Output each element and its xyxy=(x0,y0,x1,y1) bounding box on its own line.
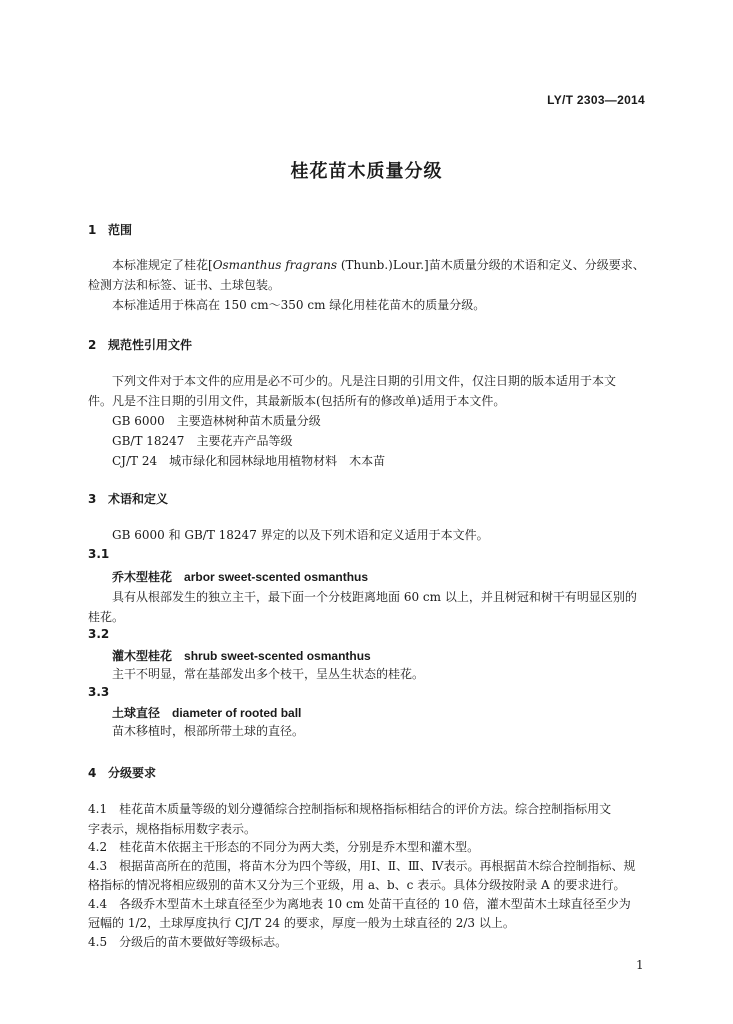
term-english: arbor sweet-scented osmanthus xyxy=(184,570,369,584)
clause-4-4-line-1: 4.4 各级乔木型苗木土球直径至少为离地表 10 cm 处苗干直径的 10 倍，灌木型苗木土球直径至少为 xyxy=(88,897,631,911)
s1-paragraph-2: 本标准适用于株高在 150 cm～350 cm 绿化用桂花苗木的质量分级。 xyxy=(112,298,486,312)
term-english: diameter of rooted ball xyxy=(172,706,302,720)
section-title: 规范性引用文件 xyxy=(108,338,193,352)
term-3-1-number: 3.1 xyxy=(88,547,110,561)
term-3-2-definition: 主干不明显，常在基部发出多个枝干，呈丛生状态的桂花。 xyxy=(112,667,425,681)
section-title: 术语和定义 xyxy=(108,492,169,506)
section-number: 1 xyxy=(88,223,97,237)
s2-paragraph-line-2: 件。凡是不注日期的引用文件，其最新版本(包括所有的修改单)适用于本文件。 xyxy=(88,394,506,408)
section-title: 分级要求 xyxy=(108,766,157,780)
latin-name: Osmanthus fragrans xyxy=(212,258,337,272)
clause-4-3-line-2: 格指标的情况将相应级别的苗木又分为三个亚级，用 a、b、c 表示。具体分级按附录 A 的要求进行。 xyxy=(88,878,626,892)
term-chinese: 土球直径 xyxy=(112,706,161,720)
reference-gbt18247: GB/T 18247 主要花卉产品等级 xyxy=(112,434,293,448)
page-title: 桂花苗木质量分级 xyxy=(290,161,443,182)
text-run: 本标准规定了桂花[ xyxy=(112,258,213,272)
s1-paragraph-1-line-2: 检测方法和标签、证书、土球包装。 xyxy=(88,278,281,292)
s2-paragraph-line-1: 下列文件对于本文件的应用是必不可少的。凡是注日期的引用文件，仅注日期的版本适用于本文 xyxy=(112,374,617,388)
s1-paragraph-1-line-1 xyxy=(112,256,645,274)
clause-4-1-line-2: 字表示，规格指标用数字表示。 xyxy=(88,822,257,836)
section-number: 4 xyxy=(88,766,97,780)
term-3-1-definition-line-1: 具有从根部发生的独立主干，最下面一个分枝距离地面 60 cm 以上，并且树冠和树干有明显区别的 xyxy=(112,590,637,604)
term-3-2-number: 3.2 xyxy=(88,627,110,641)
section-3-heading xyxy=(88,490,168,507)
standard-number: LY/T 2303—2014 xyxy=(547,93,645,107)
section-1-heading xyxy=(88,221,132,238)
term-3-1 xyxy=(112,568,368,585)
term-3-2 xyxy=(112,647,371,664)
clause-4-1-line-1: 4.1 桂花苗木质量等级的划分遵循综合控制指标和规格指标相结合的评价方法。综合控制指标用文 xyxy=(88,802,612,816)
section-number: 3 xyxy=(88,492,97,506)
term-3-3-number: 3.3 xyxy=(88,685,110,699)
reference-gb6000: GB 6000 主要造林树种苗木质量分级 xyxy=(112,414,321,428)
section-2-heading xyxy=(88,336,192,353)
clause-4-4-line-2: 冠幅的 1/2，土球厚度执行 CJ/T 24 的要求，厚度一般为土球直径的 2/3 以上。 xyxy=(88,916,515,930)
page-number: 1 xyxy=(636,958,644,972)
clause-4-5: 4.5 分级后的苗木要做好等级标志。 xyxy=(88,935,288,949)
section-4-heading xyxy=(88,764,156,781)
term-english: shrub sweet-scented osmanthus xyxy=(184,649,371,663)
reference-cjt24: CJ/T 24 城市绿化和园林绿地用植物材料 木本苗 xyxy=(112,454,386,468)
section-number: 2 xyxy=(88,338,97,352)
term-3-3 xyxy=(112,704,301,721)
term-chinese: 灌木型桂花 xyxy=(112,649,173,663)
term-3-3-definition: 苗木移植时，根部所带土球的直径。 xyxy=(112,724,305,738)
term-chinese: 乔木型桂花 xyxy=(112,570,173,584)
section-title: 范围 xyxy=(108,223,133,237)
s3-intro: GB 6000 和 GB/T 18247 界定的以及下列术语和定义适用于本文件。 xyxy=(112,528,489,542)
clause-4-3-line-1: 4.3 根据苗高所在的范围，将苗木分为四个等级，用Ⅰ、Ⅱ、Ⅲ、Ⅳ表示。再根据苗木综合控制指标、规 xyxy=(88,859,636,873)
text-run: (Thunb.)Lour.]苗木质量分级的术语和定义、分级要求、 xyxy=(337,258,645,272)
clause-4-2: 4.2 桂花苗木依据主干形态的不同分为两大类，分别是乔木型和灌木型。 xyxy=(88,840,480,854)
term-3-1-definition-line-2: 桂花。 xyxy=(88,610,125,624)
